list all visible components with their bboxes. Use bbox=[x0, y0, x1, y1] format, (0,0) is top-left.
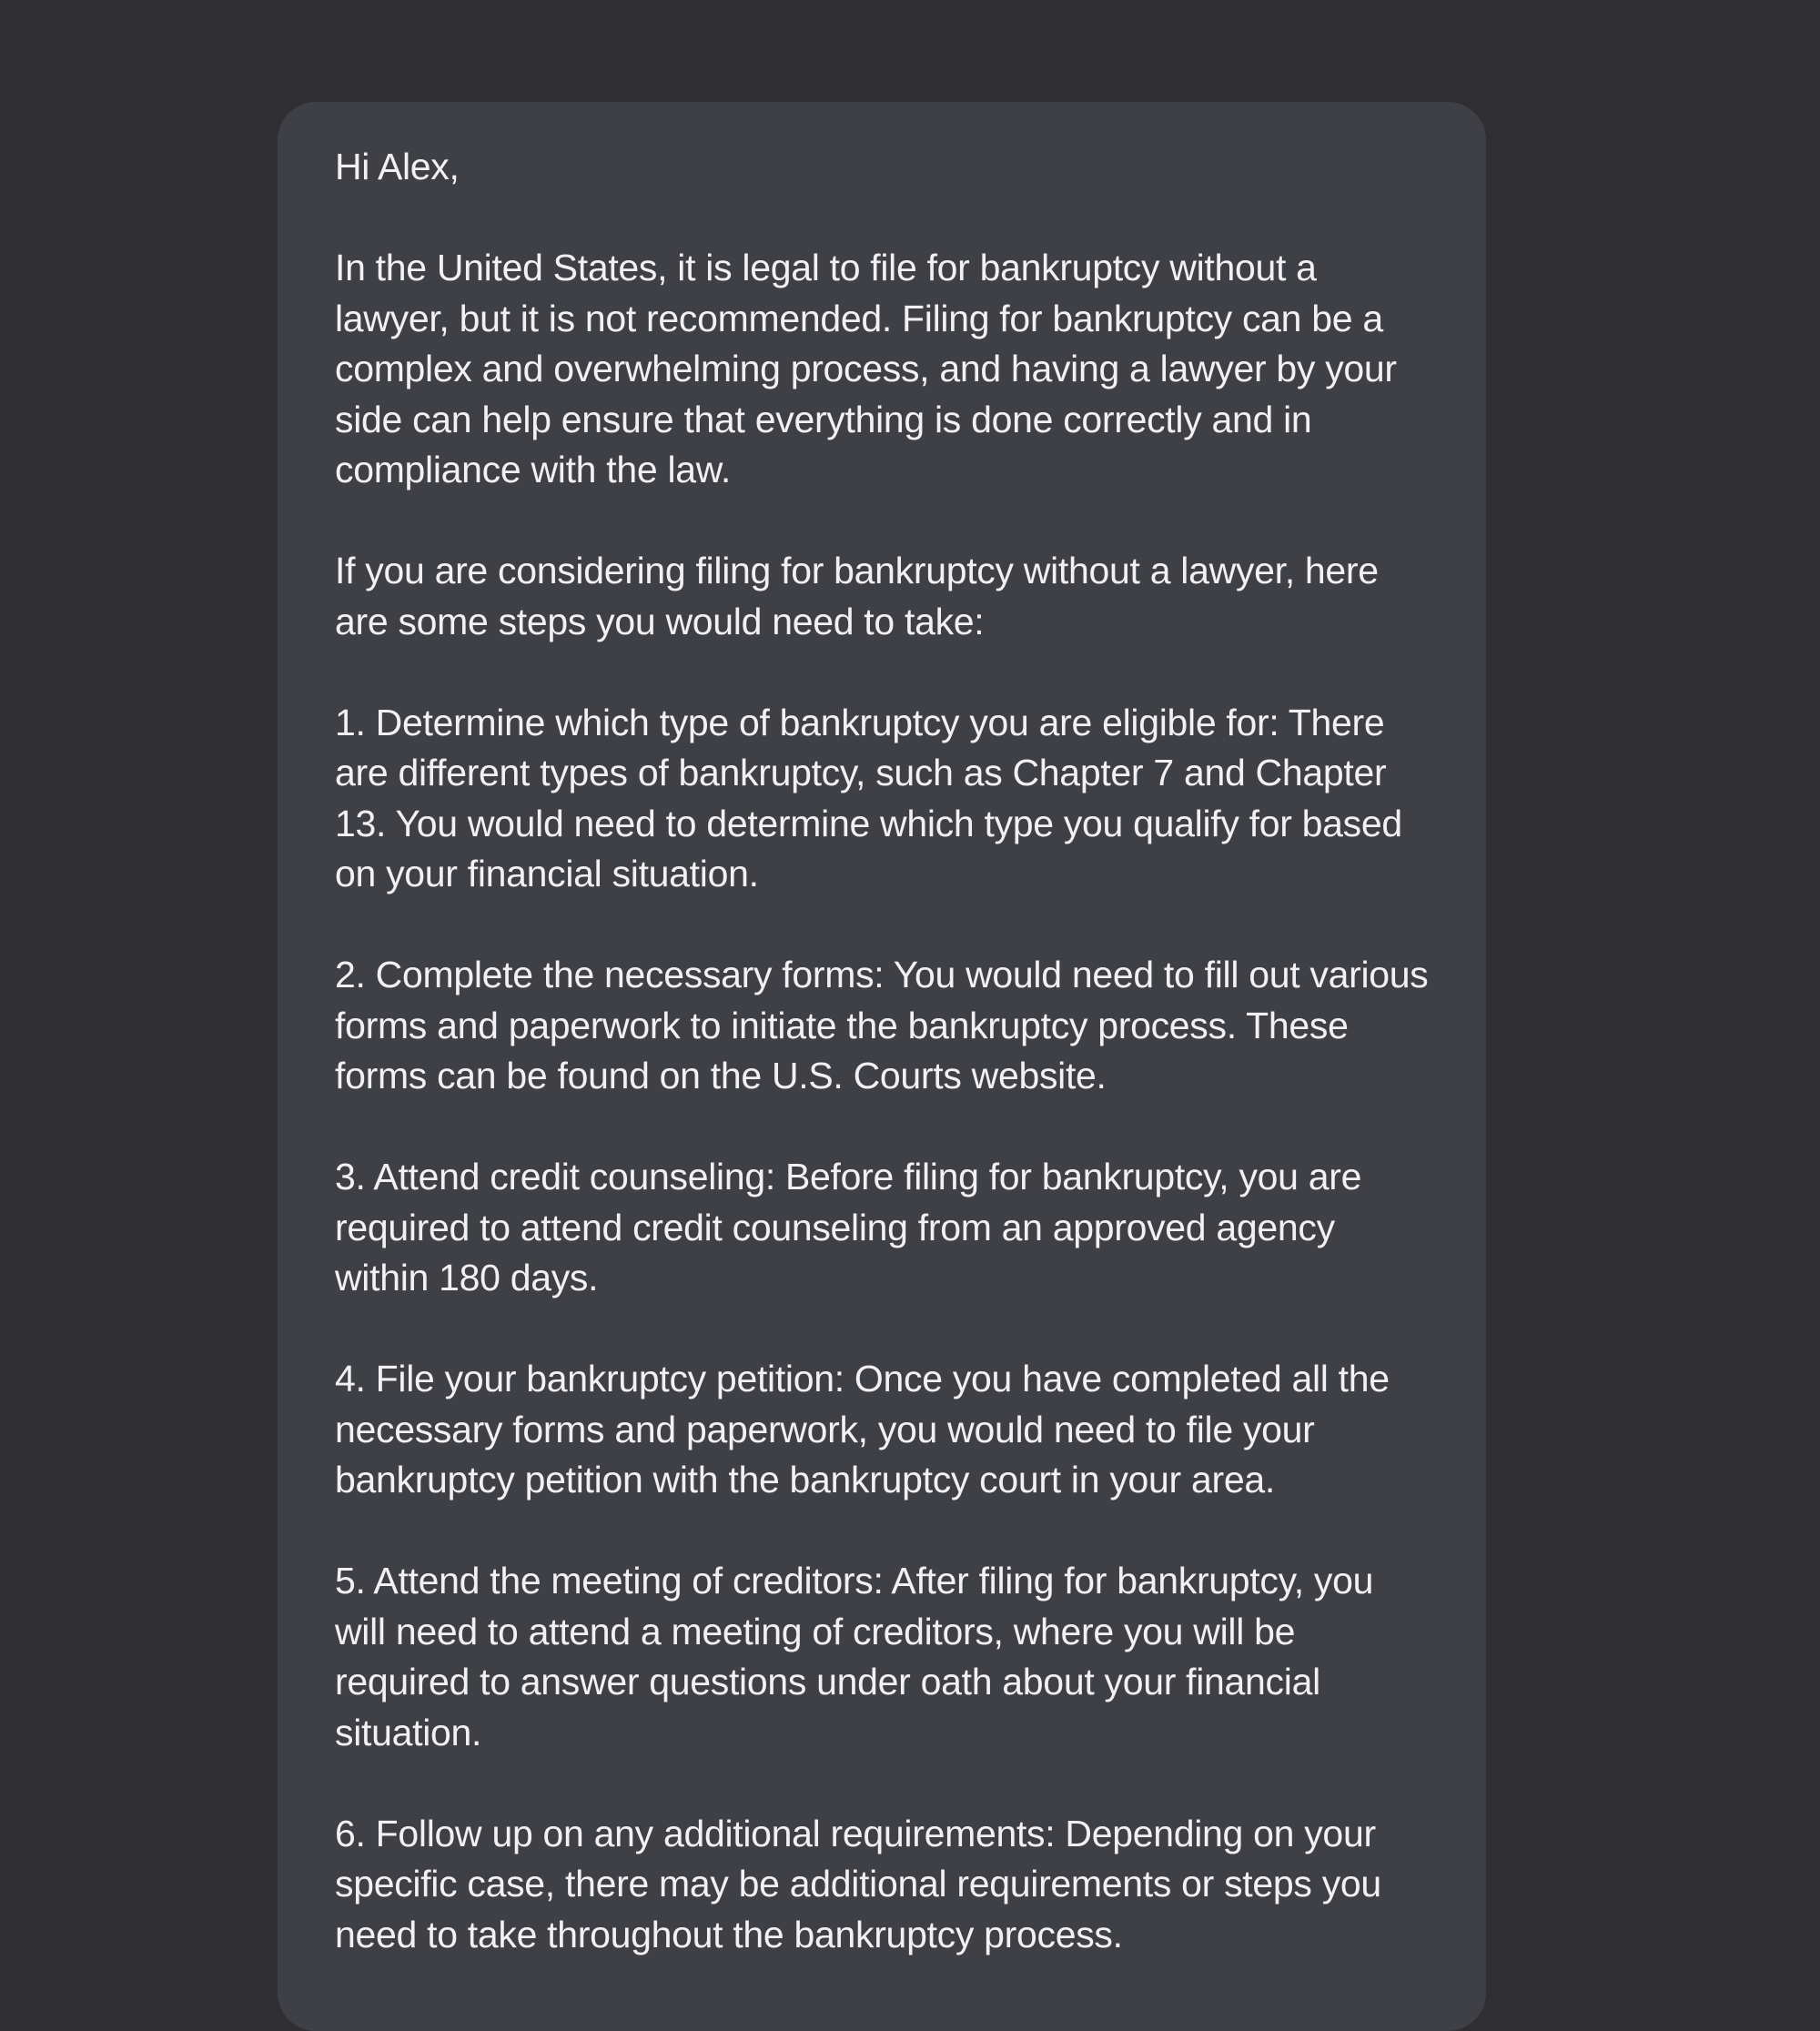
step-item-6: 6. Follow up on any additional requirements: Depending on your specific case, there may be additional requirements or steps you need to take throughout the bankruptcy process. bbox=[335, 1812, 1381, 1955]
message-lead-in-paragraph: If you are considering filing for bankruptcy without a lawyer, here are some steps you would need to take: bbox=[335, 550, 1379, 642]
step-item-3: 3. Attend credit counseling: Before filing for bankruptcy, you are required to attend credit counseling from an approved agency within 180 days. bbox=[335, 1156, 1362, 1298]
message-greeting: Hi Alex, bbox=[335, 146, 460, 187]
step-item-5: 5. Attend the meeting of creditors: After filing for bankruptcy, you will need to attend a meeting of creditors, where you will be required to answer questions under oath about your financial situation. bbox=[335, 1560, 1374, 1753]
message-intro-paragraph: In the United States, it is legal to file for bankruptcy without a lawyer, but it is not recommended. Filing for bankruptcy can be a complex and overwhelming process, and having a lawyer by your side can help ensure that everything is done correctly and in compliance with the law. bbox=[335, 247, 1397, 490]
step-item-1: 1. Determine which type of bankruptcy you are eligible for: There are different types of bankruptcy, such as Chapter 7 and Chapter 13. You would need to determine which type you qualify for based on your financial situation. bbox=[335, 701, 1402, 894]
step-item-2: 2. Complete the necessary forms: You would need to fill out various forms and paperwork to initiate the bankruptcy process. These forms can be found on the U.S. Courts website. bbox=[335, 954, 1429, 1096]
assistant-message-bubble bbox=[278, 102, 1486, 2031]
step-item-4: 4. File your bankruptcy petition: Once you have completed all the necessary forms and paperwork, you would need to file your bankruptcy petition with the bankruptcy court in your area. bbox=[335, 1358, 1390, 1501]
